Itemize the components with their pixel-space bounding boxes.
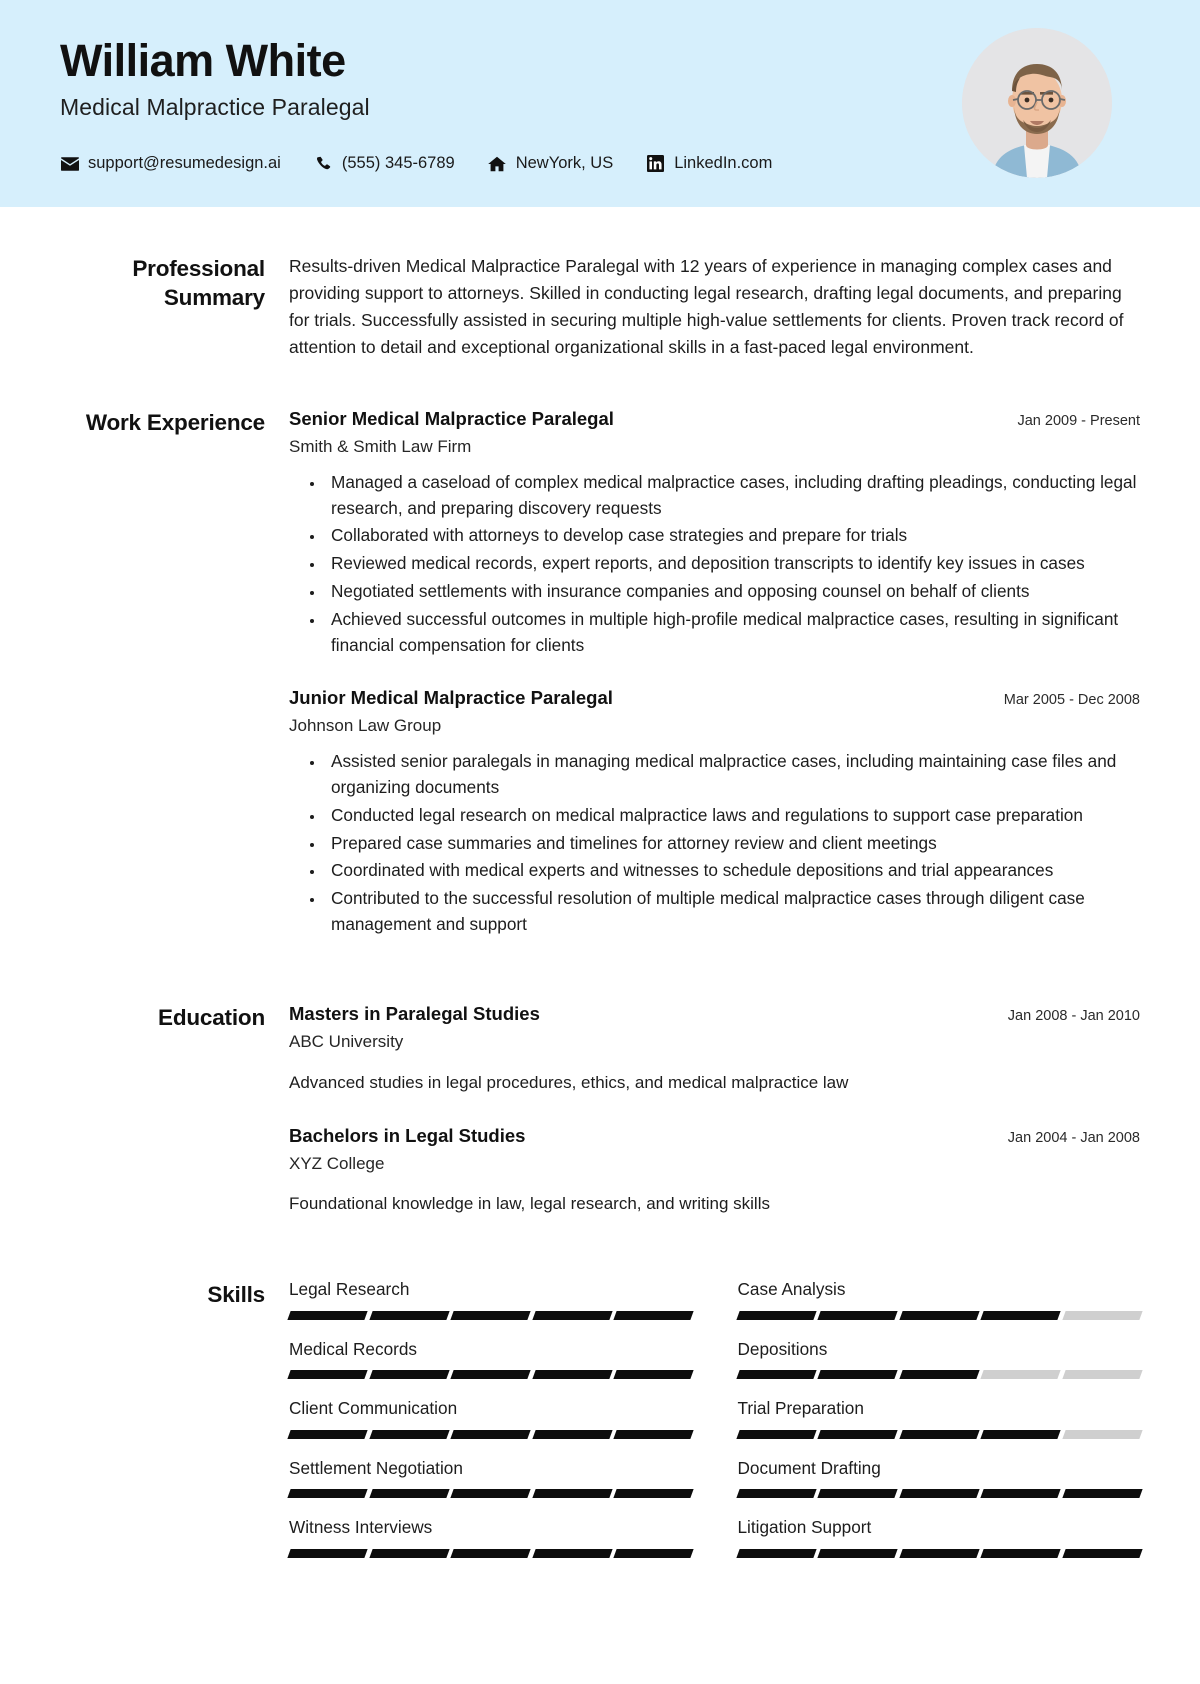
work-entry-bullets xyxy=(289,749,1140,938)
skill-segment-filled xyxy=(817,1489,897,1498)
contact-linkedin[interactable] xyxy=(646,154,772,173)
section-skills xyxy=(60,1279,1140,1577)
work-entry xyxy=(289,407,1140,659)
section-work-experience xyxy=(60,407,1140,944)
home-icon xyxy=(488,154,507,173)
skill-rating-bar xyxy=(289,1430,692,1439)
skills-grid xyxy=(289,1279,1140,1577)
skill-segment-filled xyxy=(899,1430,979,1439)
skill-segment-filled xyxy=(450,1549,530,1558)
email-icon xyxy=(60,154,79,173)
skill-segment-filled xyxy=(532,1311,612,1320)
work-entry-title: Junior Medical Malpractice Paralegal xyxy=(289,687,613,709)
section-label-work: Work Experience xyxy=(85,409,265,435)
contact-email[interactable] xyxy=(60,154,281,173)
contact-email-text: support@resumedesign.ai xyxy=(88,154,281,173)
skill-segment-filled xyxy=(369,1311,449,1320)
list-item: • Assisted senior paralegals in managing medical malpractice cases, including maintaining case files and organizing documents xyxy=(325,749,1140,801)
skill-item xyxy=(289,1279,692,1339)
list-item: • Contributed to the successful resolution of multiple medical malpractice cases through diligent case management and support xyxy=(325,886,1140,938)
skill-segment-filled xyxy=(532,1489,612,1498)
contact-linkedin-text: LinkedIn.com xyxy=(674,154,773,173)
work-entry-date: Jan 2009 - Present xyxy=(1017,412,1140,429)
section-label-summary: Professional Summary xyxy=(132,256,265,310)
skill-segment-filled xyxy=(369,1489,449,1498)
skill-segment-filled xyxy=(736,1430,816,1439)
skill-name: Document Drafting xyxy=(737,1457,881,1478)
skill-item xyxy=(738,1398,1141,1458)
skill-segment-filled xyxy=(817,1430,897,1439)
list-item: • Negotiated settlements with insurance companies and opposing counsel on behalf of clients xyxy=(325,579,1140,605)
contact-phone-text: (555) 345-6789 xyxy=(341,154,455,173)
section-professional-summary xyxy=(60,253,1140,361)
section-label-education: Education xyxy=(158,1004,265,1030)
skill-segment-filled xyxy=(736,1311,816,1320)
skill-item xyxy=(738,1458,1141,1518)
education-entry xyxy=(289,1124,1140,1218)
work-entry-title: Senior Medical Malpractice Paralegal xyxy=(289,407,614,429)
skill-segment-filled xyxy=(287,1311,367,1320)
work-entry-org: Smith & Smith Law Firm xyxy=(289,436,472,456)
skill-name: Trial Preparation xyxy=(737,1398,864,1419)
skill-segment-filled xyxy=(287,1370,367,1379)
skill-name: Depositions xyxy=(737,1338,828,1359)
resume-header xyxy=(0,0,1200,207)
skill-segment-filled xyxy=(450,1489,530,1498)
skill-rating-bar xyxy=(738,1549,1141,1558)
education-entry-desc: Advanced studies in legal procedures, ethics, and medical malpractice law xyxy=(289,1072,849,1092)
list-item: • Coordinated with medical experts and witnesses to schedule depositions and trial appearances xyxy=(325,858,1140,884)
skill-rating-bar xyxy=(289,1549,692,1558)
skill-segment-filled xyxy=(899,1489,979,1498)
skill-rating-bar xyxy=(738,1489,1141,1498)
education-entry-org: ABC University xyxy=(289,1031,404,1051)
skill-name: Legal Research xyxy=(289,1279,410,1300)
skill-segment-filled xyxy=(899,1370,979,1379)
skill-item xyxy=(289,1398,692,1458)
skill-item xyxy=(289,1517,692,1577)
skill-segment-filled xyxy=(450,1430,530,1439)
skill-segment-filled xyxy=(450,1311,530,1320)
skill-segment-empty xyxy=(980,1370,1060,1379)
education-entry-title: Bachelors in Legal Studies xyxy=(289,1124,526,1146)
skill-segment-filled xyxy=(369,1549,449,1558)
skill-item xyxy=(738,1517,1141,1577)
skill-segment-filled xyxy=(613,1489,693,1498)
avatar xyxy=(962,28,1112,178)
skill-name: Client Communication xyxy=(289,1398,458,1419)
list-item: • Collaborated with attorneys to develop case strategies and prepare for trials xyxy=(325,523,1140,549)
skill-segment-filled xyxy=(1062,1489,1142,1498)
skill-segment-filled xyxy=(817,1370,897,1379)
skill-segment-filled xyxy=(980,1311,1060,1320)
skill-segment-filled xyxy=(532,1430,612,1439)
skill-rating-bar xyxy=(289,1311,692,1320)
skill-segment-filled xyxy=(980,1549,1060,1558)
contact-location[interactable] xyxy=(488,154,614,173)
skill-rating-bar xyxy=(289,1489,692,1498)
skill-segment-filled xyxy=(899,1311,979,1320)
section-label-skills: Skills xyxy=(207,1282,265,1308)
skill-segment-empty xyxy=(1062,1311,1142,1320)
skill-segment-filled xyxy=(613,1370,693,1379)
skill-segment-filled xyxy=(817,1311,897,1320)
skill-segment-filled xyxy=(369,1430,449,1439)
skill-segment-filled xyxy=(736,1370,816,1379)
education-entry-org: XYZ College xyxy=(289,1153,385,1173)
resume-body xyxy=(0,253,1200,1617)
phone-icon xyxy=(314,154,333,173)
work-entry-bullets xyxy=(289,470,1140,659)
skill-rating-bar xyxy=(738,1430,1141,1439)
skill-segment-filled xyxy=(736,1549,816,1558)
skill-segment-filled xyxy=(613,1549,693,1558)
education-entry xyxy=(289,1002,1140,1096)
skill-name: Medical Records xyxy=(289,1338,417,1359)
header-identity-block xyxy=(60,32,772,174)
summary-text: Results-driven Medical Malpractice Paralegal with 12 years of experience in managing complex cases and providing support to attorneys. Skilled in conducting legal research, drafting legal documents, and preparing for trials. Successfully assisted in securing multiple high-value settlements for clients. Proven track record of attention to detail and exceptional organizational skills in a fast-paced legal environment. xyxy=(289,256,1124,357)
list-item: • Prepared case summaries and timelines for attorney review and client meetings xyxy=(325,831,1140,857)
skill-segment-filled xyxy=(736,1489,816,1498)
job-title-subtitle: Medical Malpractice Paralegal xyxy=(60,94,370,121)
skill-name: Witness Interviews xyxy=(289,1517,433,1538)
skill-item xyxy=(289,1458,692,1518)
work-entry-date: Mar 2005 - Dec 2008 xyxy=(1003,692,1140,709)
skill-segment-filled xyxy=(287,1489,367,1498)
work-entry-org: Johnson Law Group xyxy=(289,716,442,736)
skill-segment-filled xyxy=(532,1370,612,1379)
list-item: • Managed a caseload of complex medical malpractice cases, including drafting pleadings, conducting legal research, and preparing discovery requests xyxy=(325,470,1140,522)
contact-location-text: NewYork, US xyxy=(515,154,614,173)
skill-name: Case Analysis xyxy=(737,1279,846,1300)
contact-row xyxy=(60,154,772,173)
skill-rating-bar xyxy=(289,1370,692,1379)
section-education xyxy=(60,1002,1140,1223)
skill-segment-filled xyxy=(613,1430,693,1439)
education-entry-title: Masters in Paralegal Studies xyxy=(289,1002,540,1024)
skill-item xyxy=(289,1339,692,1399)
page-title: William White xyxy=(60,34,346,86)
skill-segment-filled xyxy=(980,1430,1060,1439)
skill-segment-filled xyxy=(980,1489,1060,1498)
skill-rating-bar xyxy=(738,1311,1141,1320)
skill-segment-filled xyxy=(287,1430,367,1439)
linkedin-icon xyxy=(646,154,665,173)
skill-segment-filled xyxy=(450,1370,530,1379)
skill-segment-filled xyxy=(899,1549,979,1558)
skill-segment-empty xyxy=(1062,1430,1142,1439)
skill-segment-filled xyxy=(369,1370,449,1379)
skill-segment-filled xyxy=(613,1311,693,1320)
education-entry-date: Jan 2008 - Jan 2010 xyxy=(1007,1007,1140,1024)
skill-item xyxy=(738,1339,1141,1399)
skill-segment-filled xyxy=(1062,1549,1142,1558)
education-entry-date: Jan 2004 - Jan 2008 xyxy=(1007,1129,1140,1146)
skill-rating-bar xyxy=(738,1370,1141,1379)
skill-name: Litigation Support xyxy=(737,1517,872,1538)
list-item: • Conducted legal research on medical malpractice laws and regulations to support case preparation xyxy=(325,803,1140,829)
work-entry xyxy=(289,686,1140,938)
contact-phone[interactable] xyxy=(314,154,455,173)
skill-item xyxy=(738,1279,1141,1339)
education-entry-desc: Foundational knowledge in law, legal research, and writing skills xyxy=(289,1194,770,1214)
skill-segment-filled xyxy=(817,1549,897,1558)
skill-name: Settlement Negotiation xyxy=(289,1457,463,1478)
list-item: • Reviewed medical records, expert reports, and deposition transcripts to identify key issues in cases xyxy=(325,551,1140,577)
skill-segment-empty xyxy=(1062,1370,1142,1379)
skill-segment-filled xyxy=(532,1549,612,1558)
list-item: • Achieved successful outcomes in multiple high-profile medical malpractice cases, resulting in significant financial compensation for clients xyxy=(325,607,1140,659)
skill-segment-filled xyxy=(287,1549,367,1558)
